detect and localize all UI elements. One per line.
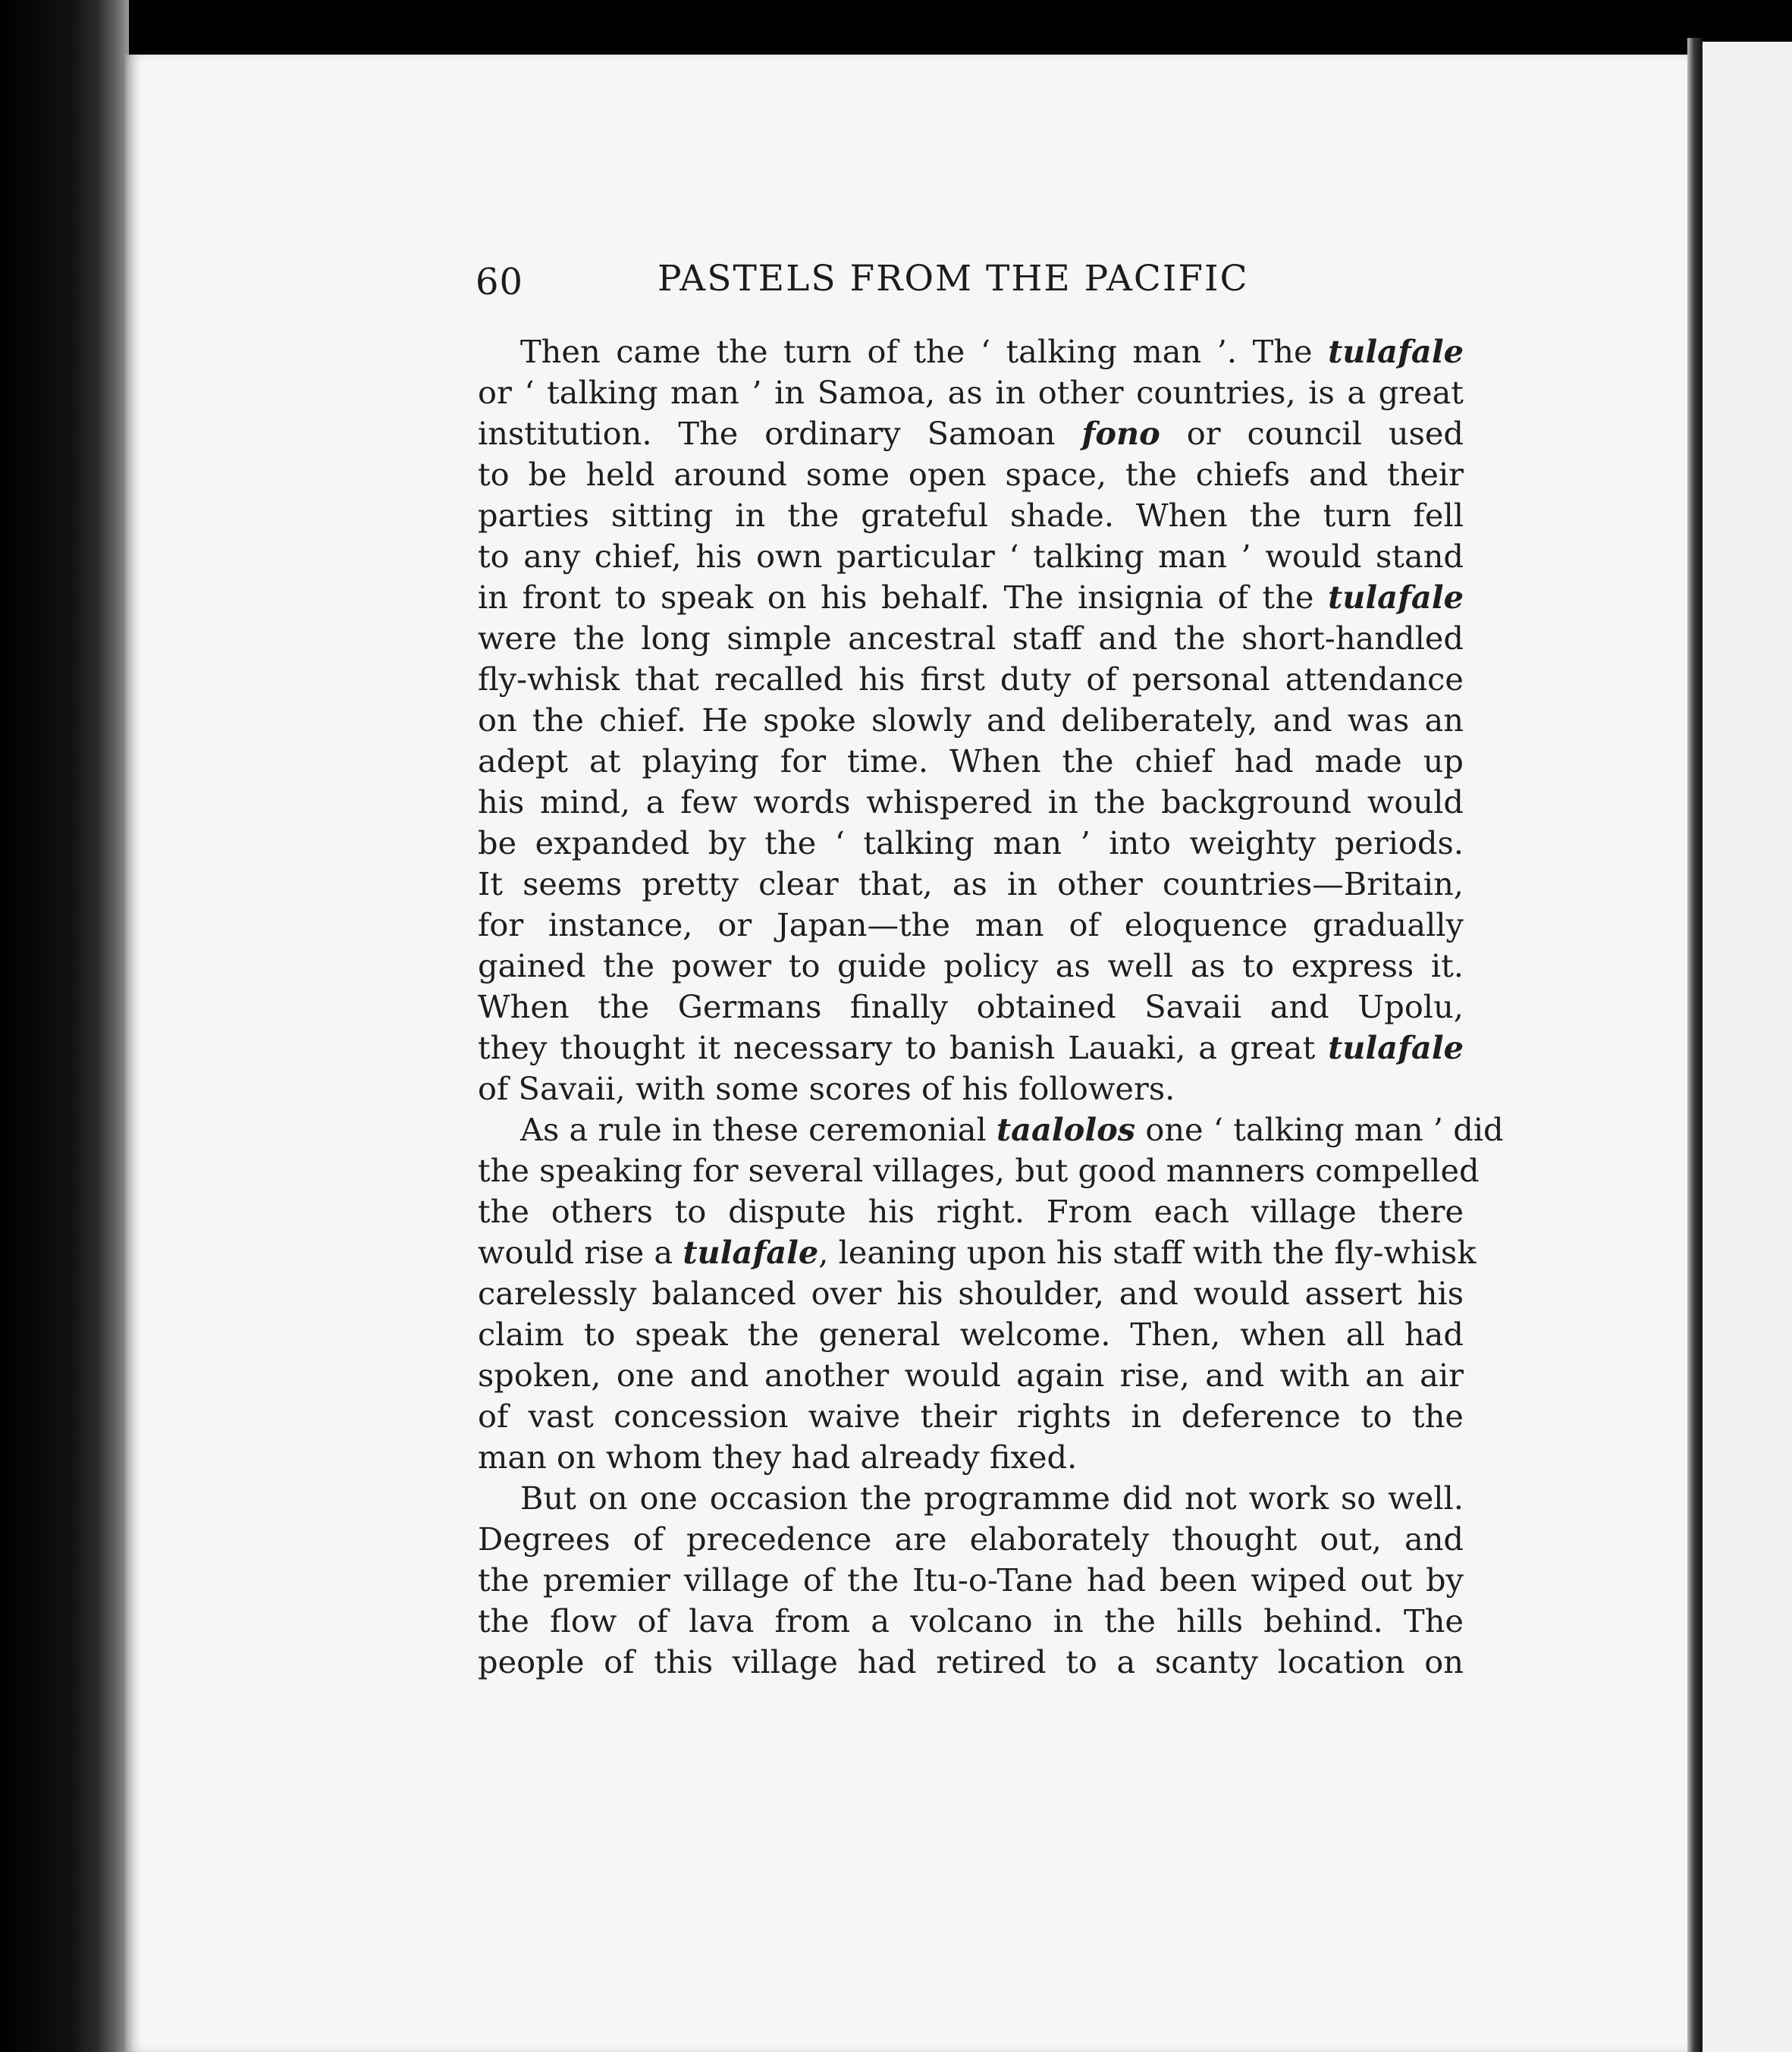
text-line [478, 495, 1464, 536]
text-line [478, 741, 1464, 782]
text-line [478, 1396, 1464, 1437]
text-line [478, 1273, 1464, 1314]
line-text: would rise a [478, 1234, 683, 1271]
text-line [478, 782, 1464, 823]
text-line [478, 1560, 1464, 1601]
italic-term: fono [1081, 415, 1160, 452]
text-line [478, 1519, 1464, 1560]
text-line [478, 372, 1464, 413]
line-text: on the chief. He spoke slowly and deliberately, and was an [478, 701, 1464, 739]
line-text: the others to dispute his right. From each village there [478, 1193, 1464, 1230]
line-text: the flow of lava from a volcano in the hills behind. The [478, 1602, 1464, 1639]
running-header [475, 255, 1264, 315]
line-text: Degrees of precedence are elaborately thought out, and [478, 1520, 1464, 1558]
line-text: institution. The ordinary Samoan [478, 415, 1082, 452]
line-text: parties sitting in the grateful shade. When the turn fell [478, 497, 1464, 534]
text-line [478, 659, 1464, 700]
text-line [478, 577, 1464, 618]
line-text: be expanded by the ‘ talking man ’ into weighty periods. [478, 824, 1464, 861]
line-text: adept at playing for time. When the chief had made up [478, 742, 1464, 780]
line-text-after: one ‘ talking man ’ did [1135, 1111, 1504, 1148]
page-gutter [1687, 38, 1703, 2052]
line-text: As a rule in these ceremonial [520, 1111, 996, 1148]
text-line [478, 536, 1464, 577]
line-text: man on whom they had already fixed. [478, 1439, 1078, 1476]
italic-term: tulafale [1328, 1029, 1464, 1066]
body-text [478, 331, 1504, 1683]
italic-term: tulafale [1328, 579, 1464, 616]
page-number: 60 [475, 261, 524, 303]
text-line [478, 1314, 1464, 1355]
line-text: fly-whisk that recalled his first duty of personal attendance [478, 660, 1464, 698]
text-line [478, 905, 1464, 946]
italic-term: tulafale [1328, 333, 1464, 370]
text-line [478, 1028, 1464, 1068]
line-text: When the Germans finally obtained Savaii and Upolu, [478, 988, 1464, 1025]
text-line [478, 618, 1464, 659]
line-text: It seems pretty clear that, as in other countries—Britain, [478, 865, 1464, 902]
text-line [478, 823, 1464, 864]
text-line [478, 1109, 1504, 1150]
italic-term: tulafale [683, 1234, 819, 1271]
text-line [478, 1437, 1464, 1478]
text-line [478, 331, 1464, 372]
italic-term: taalolos [996, 1111, 1136, 1148]
text-line [478, 1478, 1464, 1519]
line-text-after: , leaning upon his staff with the fly-whisk [818, 1234, 1477, 1271]
text-line [478, 1601, 1464, 1642]
line-text: to be held around some open space, the chiefs and their [478, 456, 1464, 493]
line-text: the speaking for several villages, but good manners compelled [478, 1152, 1480, 1189]
text-line [478, 454, 1464, 495]
book-spine-edge [0, 0, 129, 2052]
text-line [478, 1642, 1464, 1683]
line-text: his mind, a few words whispered in the background would [478, 783, 1464, 820]
line-text: Then came the turn of the ‘ talking man ’. The [520, 333, 1329, 370]
line-text: in front to speak on his behalf. The insignia of the [478, 579, 1329, 616]
line-text: carelessly balanced over his shoulder, and would assert his [478, 1275, 1464, 1312]
line-text: gained the power to guide policy as well as to express it. [478, 947, 1464, 984]
facing-page-edge [1703, 42, 1792, 2052]
line-text-after: or council used [1160, 415, 1464, 452]
text-line [478, 413, 1464, 454]
text-line [478, 1355, 1464, 1396]
line-text: people of this village had retired to a scanty location on [478, 1643, 1464, 1680]
line-text: to any chief, his own particular ‘ talking man ’ would stand [478, 538, 1464, 575]
line-text: or ‘ talking man ’ in Samoa, as in other countries, is a great [478, 374, 1464, 411]
text-line [478, 1232, 1477, 1273]
text-line [478, 1191, 1464, 1232]
text-line [478, 946, 1464, 987]
line-text: were the long simple ancestral staff and the short-handled [478, 620, 1464, 657]
line-text: the premier village of the Itu-o-Tane had been wiped out by [478, 1561, 1464, 1599]
line-text: spoken, one and another would again rise, and with an air [478, 1357, 1464, 1394]
text-line [478, 1068, 1464, 1109]
line-text: But on one occasion the programme did not work so well. [520, 1479, 1464, 1517]
text-line [478, 700, 1464, 741]
line-text: they thought it necessary to banish Lauaki, a great [478, 1029, 1329, 1066]
running-title: PASTELS FROM THE PACIFIC [657, 258, 1249, 300]
text-line [478, 864, 1464, 905]
text-line [478, 987, 1464, 1028]
line-text: of Savaii, with some scores of his followers. [478, 1070, 1175, 1107]
line-text: claim to speak the general welcome. Then, when all had [478, 1316, 1464, 1353]
line-text: for instance, or Japan—the man of eloquence gradually [478, 906, 1464, 943]
line-text: of vast concession waive their rights in deference to the [478, 1398, 1464, 1435]
text-line [478, 1150, 1480, 1191]
